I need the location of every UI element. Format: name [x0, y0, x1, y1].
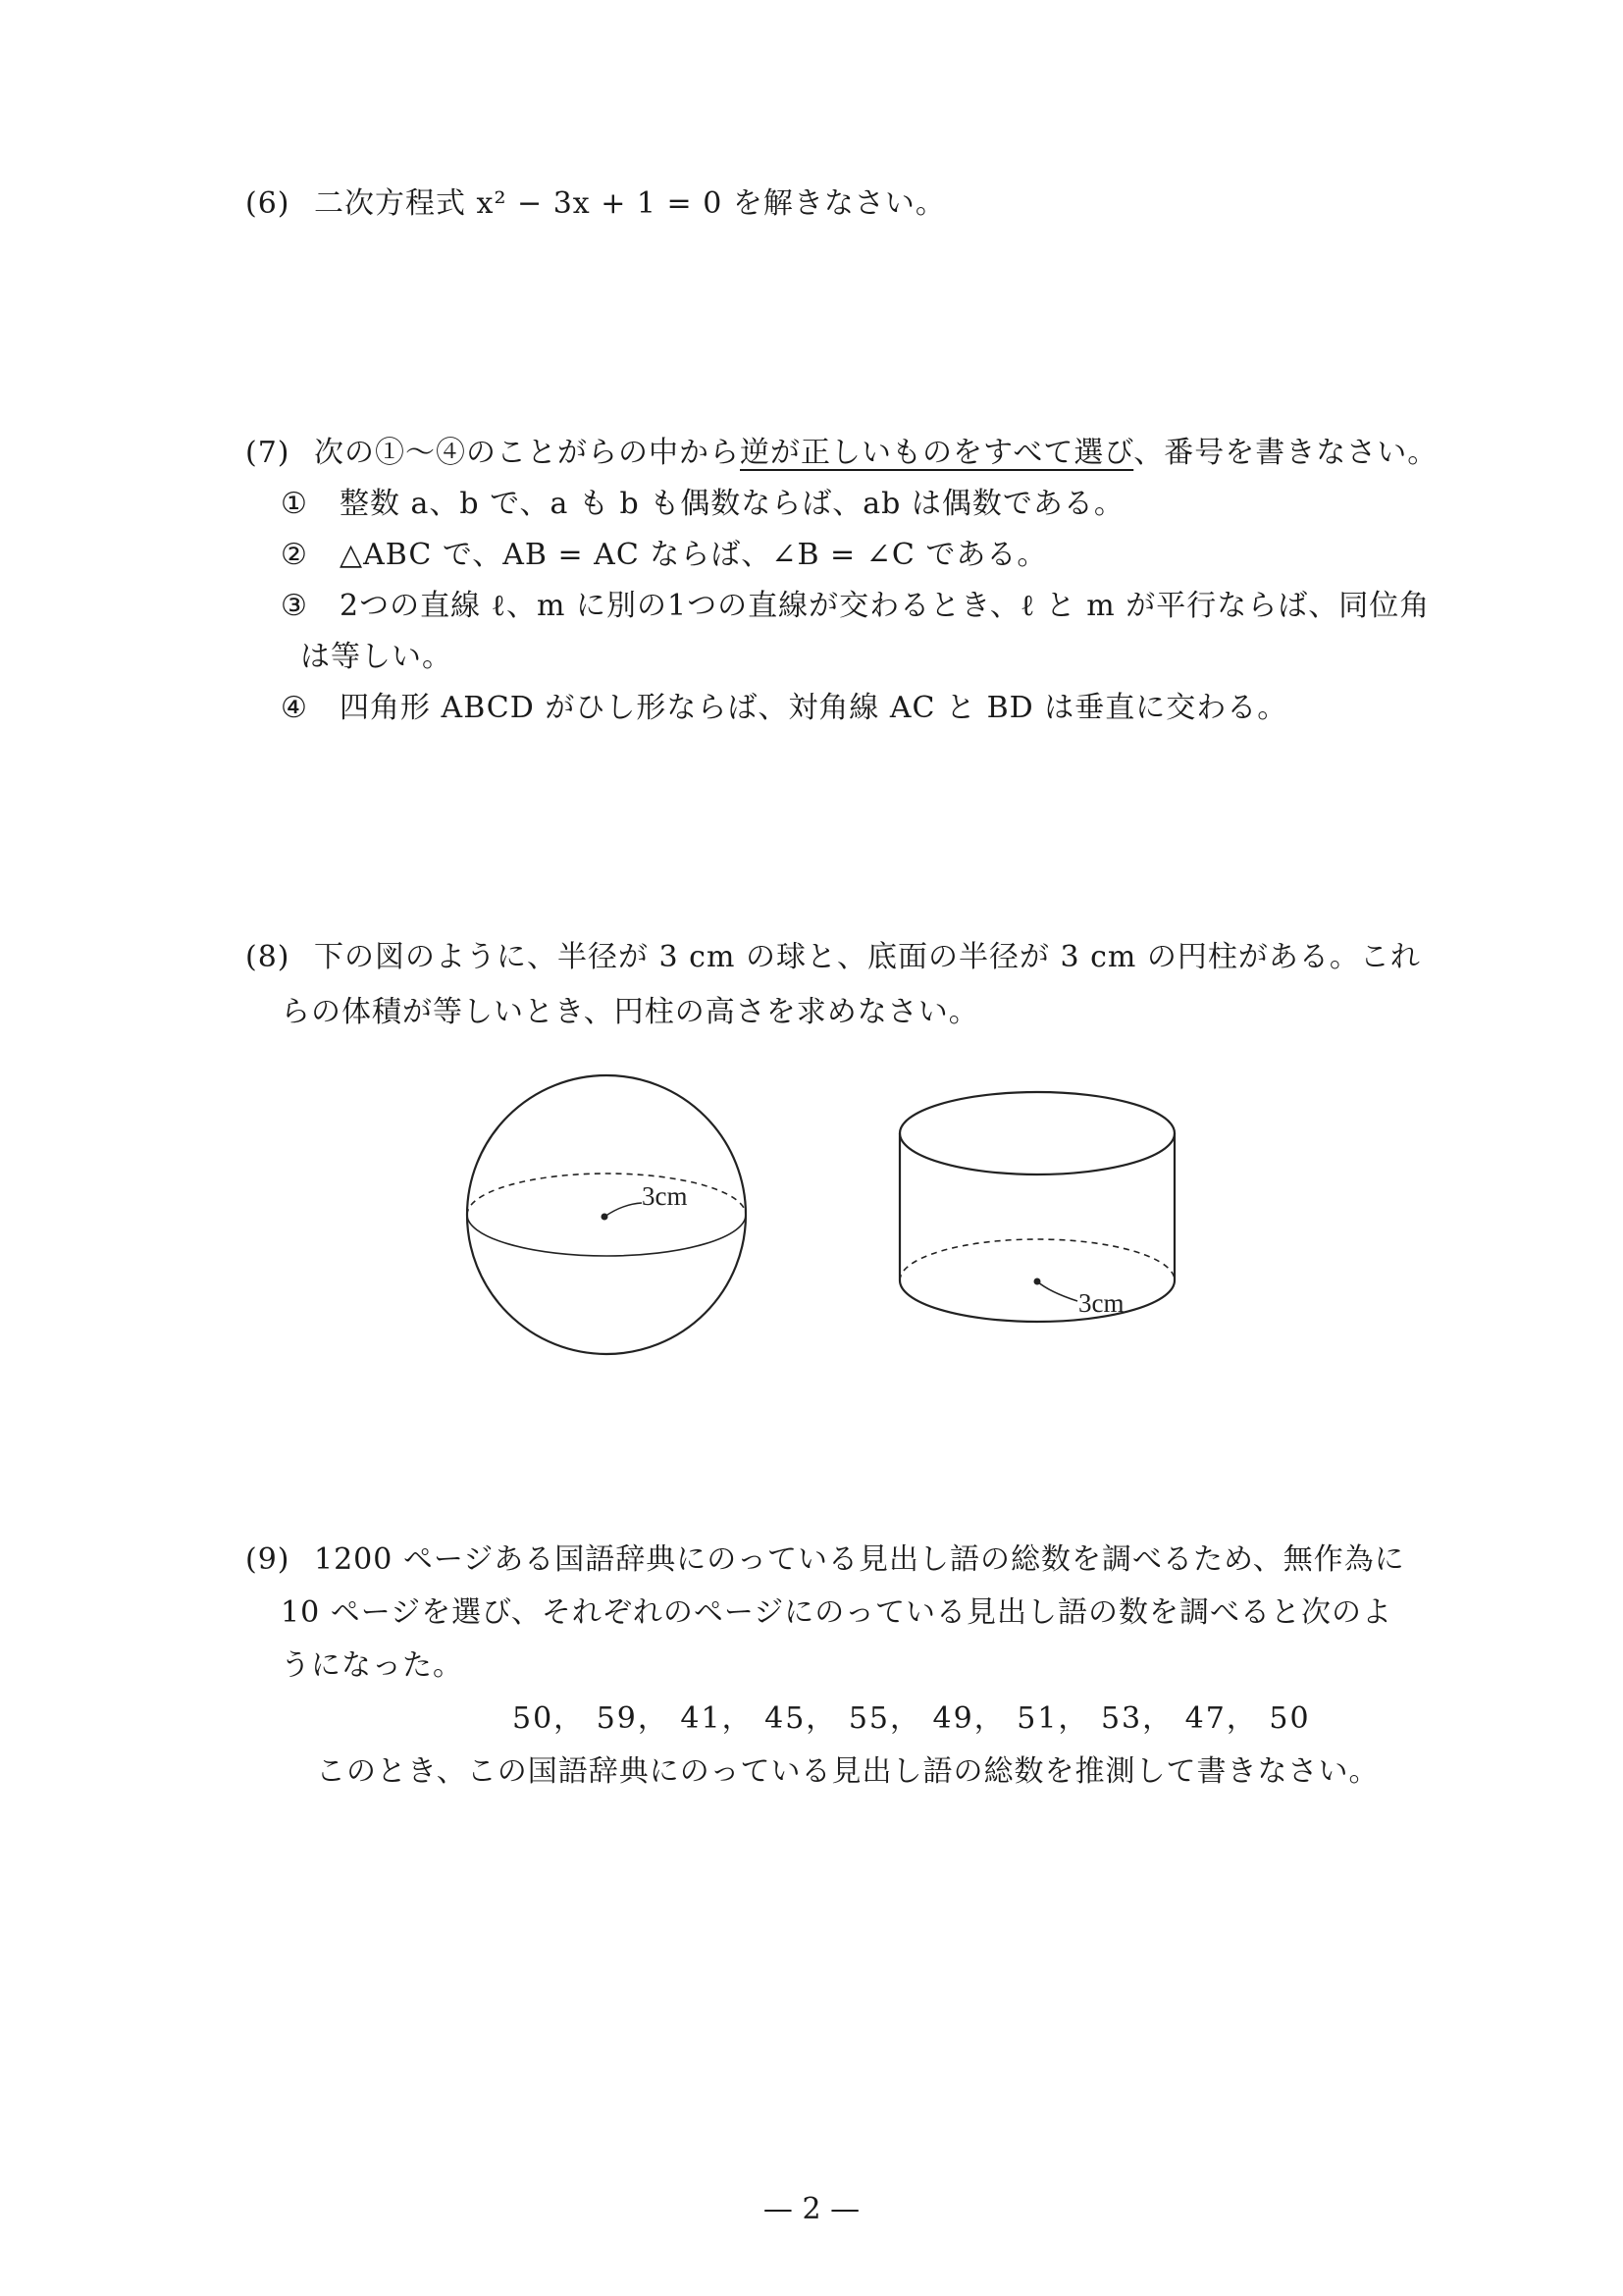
question-7-number: (7) — [245, 436, 290, 470]
item-text: 2つの直線 ℓ、m に別の1つの直線が交わるとき、ℓ と m が平行ならば、同位角 — [340, 589, 1431, 623]
question-9-line-4-text: このとき、この国語辞典にのっている見出し語の総数を推測して書きなさい。 — [316, 1754, 1380, 1789]
cylinder-base-front — [900, 1280, 1175, 1322]
question-9-data-values — [512, 1699, 1311, 1739]
question-7-item-3-continued — [300, 638, 452, 677]
cylinder-base-back — [900, 1239, 1175, 1280]
question-6-number: (6) — [245, 186, 290, 221]
question-9-line-3-text: うになった。 — [281, 1648, 463, 1683]
sphere-radius-leader — [604, 1203, 642, 1217]
question-6-text: 二次方程式 x² − 3x + 1 = 0 を解きなさい。 — [314, 186, 946, 221]
sample-counts: 50， 59， 41， 45， 55， 49， 51， 53， 47， 50 — [512, 1701, 1311, 1736]
item-text: 四角形 ABCD がひし形ならば、対角線 AC と BD は垂直に交わる。 — [340, 691, 1288, 725]
question-8-line-1: 下の図のように、半径が 3 cm の球と、底面の半径が 3 cm の円柱がある。これ — [314, 940, 1421, 974]
question-9-line-4 — [316, 1752, 1380, 1792]
question-6 — [245, 184, 946, 224]
cylinder-figure — [888, 1084, 1192, 1349]
item-text: 整数 a、b で、a も b も偶数ならば、ab は偶数である。 — [340, 487, 1125, 521]
question-7-item-2 — [281, 536, 1047, 575]
page-number: — 2 — — [762, 2192, 861, 2226]
question-7-text-after: 、番号を書きなさい。 — [1133, 436, 1439, 470]
question-9-line-3 — [281, 1646, 463, 1686]
item-text: △ABC で、AB = AC ならば、∠B = ∠C である。 — [340, 538, 1048, 572]
question-7-underlined-instruction: 逆が正しいものをすべて選び — [740, 436, 1134, 470]
question-8 — [245, 938, 1421, 977]
sphere-equator-back — [467, 1174, 746, 1215]
item-marker: ① — [281, 487, 308, 521]
question-7-item-3 — [281, 587, 1430, 626]
question-8-number: (8) — [245, 940, 290, 974]
question-9-line-1: 1200 ページある国語辞典にのっている見出し語の総数を調べるため、無作為に — [314, 1542, 1405, 1577]
sphere-radius-label: 3cm — [642, 1181, 688, 1211]
item-text-continued: は等しい。 — [300, 640, 452, 674]
item-marker: ② — [281, 538, 308, 572]
question-9-line-2 — [281, 1593, 1392, 1633]
question-8-line-2 — [281, 993, 979, 1032]
question-7-item-1 — [281, 485, 1125, 524]
question-9-number: (9) — [245, 1542, 290, 1577]
question-7-item-4 — [281, 689, 1287, 728]
item-marker: ③ — [281, 589, 308, 623]
cylinder-radius-leader — [1037, 1281, 1077, 1301]
sphere-equator-front — [467, 1215, 746, 1256]
question-8-line-2-text: らの体積が等しいとき、円柱の高さを求めなさい。 — [281, 995, 979, 1029]
sphere-figure — [461, 1070, 756, 1364]
question-7 — [245, 434, 1438, 473]
question-7-text-before: 次の①〜④のことがらの中から — [314, 436, 740, 470]
item-marker: ④ — [281, 691, 308, 725]
question-9-line-2-text: 10 ページを選び、それぞれのページにのっている見出し語の数を調べると次のよ — [281, 1595, 1393, 1630]
cylinder-radius-label: 3cm — [1078, 1288, 1125, 1318]
question-9 — [245, 1540, 1405, 1580]
cylinder-top — [900, 1092, 1175, 1174]
